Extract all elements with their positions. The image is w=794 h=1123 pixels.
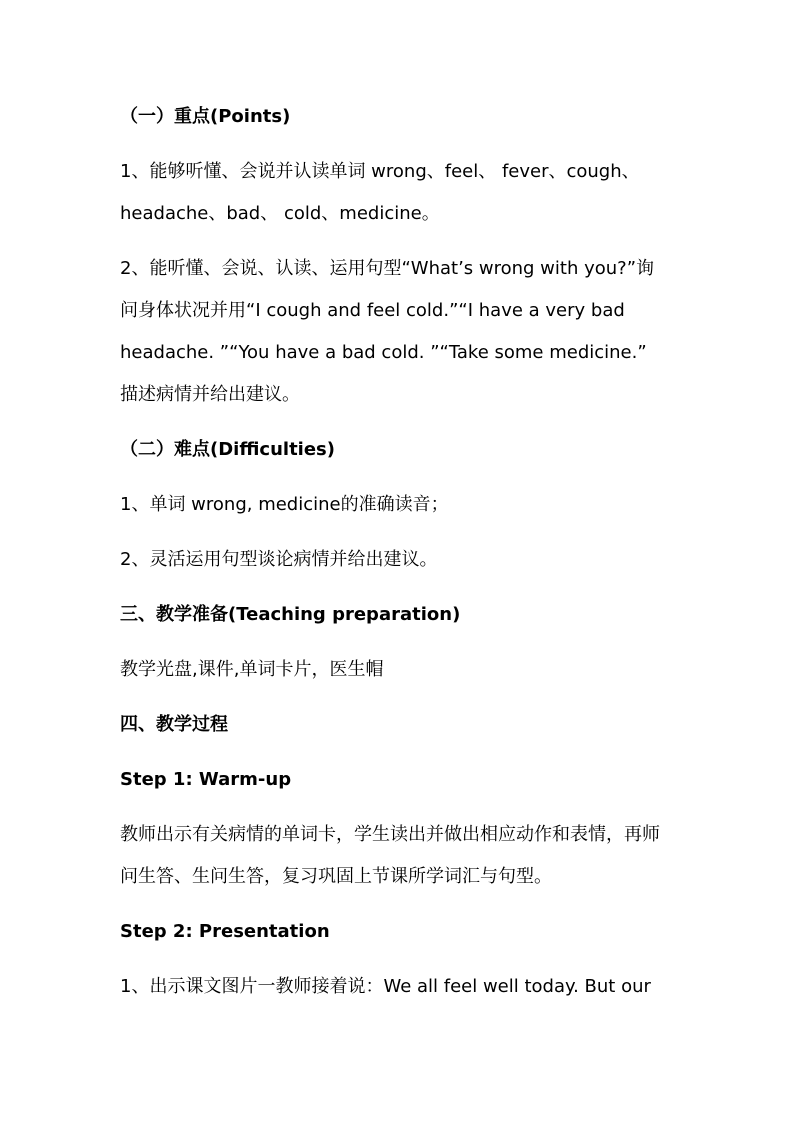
teaching-preparation-text: [120, 649, 690, 691]
document-body: [120, 96, 690, 1021]
step-2-text: [120, 966, 690, 1008]
points-item-2-line-3: headache. ”“You have a bad cold. ”“Take some medicine.”: [120, 342, 647, 363]
difficulties-heading: （二）难点(Difficulties): [120, 439, 335, 460]
points-item-2-line-2: 问身体状况并用“I cough and feel cold.”“I have a very bad: [120, 300, 625, 321]
teaching-process-heading: 四、教学过程: [120, 714, 228, 735]
teaching-preparation-line: 教学光盘,课件,单词卡片，医生帽: [120, 659, 384, 680]
difficulties-item-1-text: 1、单词 wrong, medicine的准确读音；: [120, 494, 449, 515]
points-item-1-line-2: headache、bad、 cold、medicine。: [120, 203, 440, 224]
step-1-line-1: 教师出示有关病情的单词卡，学生读出并做出相应动作和表情，再师: [120, 824, 660, 845]
step-2-line-1: 1、出示课文图片一教师接着说：We all feel well today. But our: [120, 976, 651, 997]
points-heading: （一）重点(Points): [120, 106, 291, 127]
step-1-text: [120, 814, 690, 898]
difficulties-item-2-text: 2、灵活运用句型谈论病情并给出建议。: [120, 549, 438, 570]
points-item-1: [120, 151, 690, 235]
step-1-heading: Step 1: Warm-up: [120, 769, 292, 790]
step-2-heading: Step 2: Presentation: [120, 921, 330, 942]
points-item-2-line-1: 2、能听懂、会说、认读、运用句型“What’s wrong with you?”询: [120, 258, 655, 279]
teaching-preparation-heading: 三、教学准备(Teaching preparation): [120, 604, 461, 625]
points-item-2: [120, 248, 690, 416]
difficulties-item-2: [120, 539, 690, 581]
points-item-1-line-1: 1、能够听懂、会说并认读单词 wrong、feel、 fever、cough、: [120, 161, 640, 182]
points-item-2-line-4: 描述病情并给出建议。: [120, 384, 300, 405]
step-1-line-2: 问生答、生问生答，复习巩固上节课所学词汇与句型。: [120, 866, 552, 887]
difficulties-item-1: [120, 484, 690, 526]
